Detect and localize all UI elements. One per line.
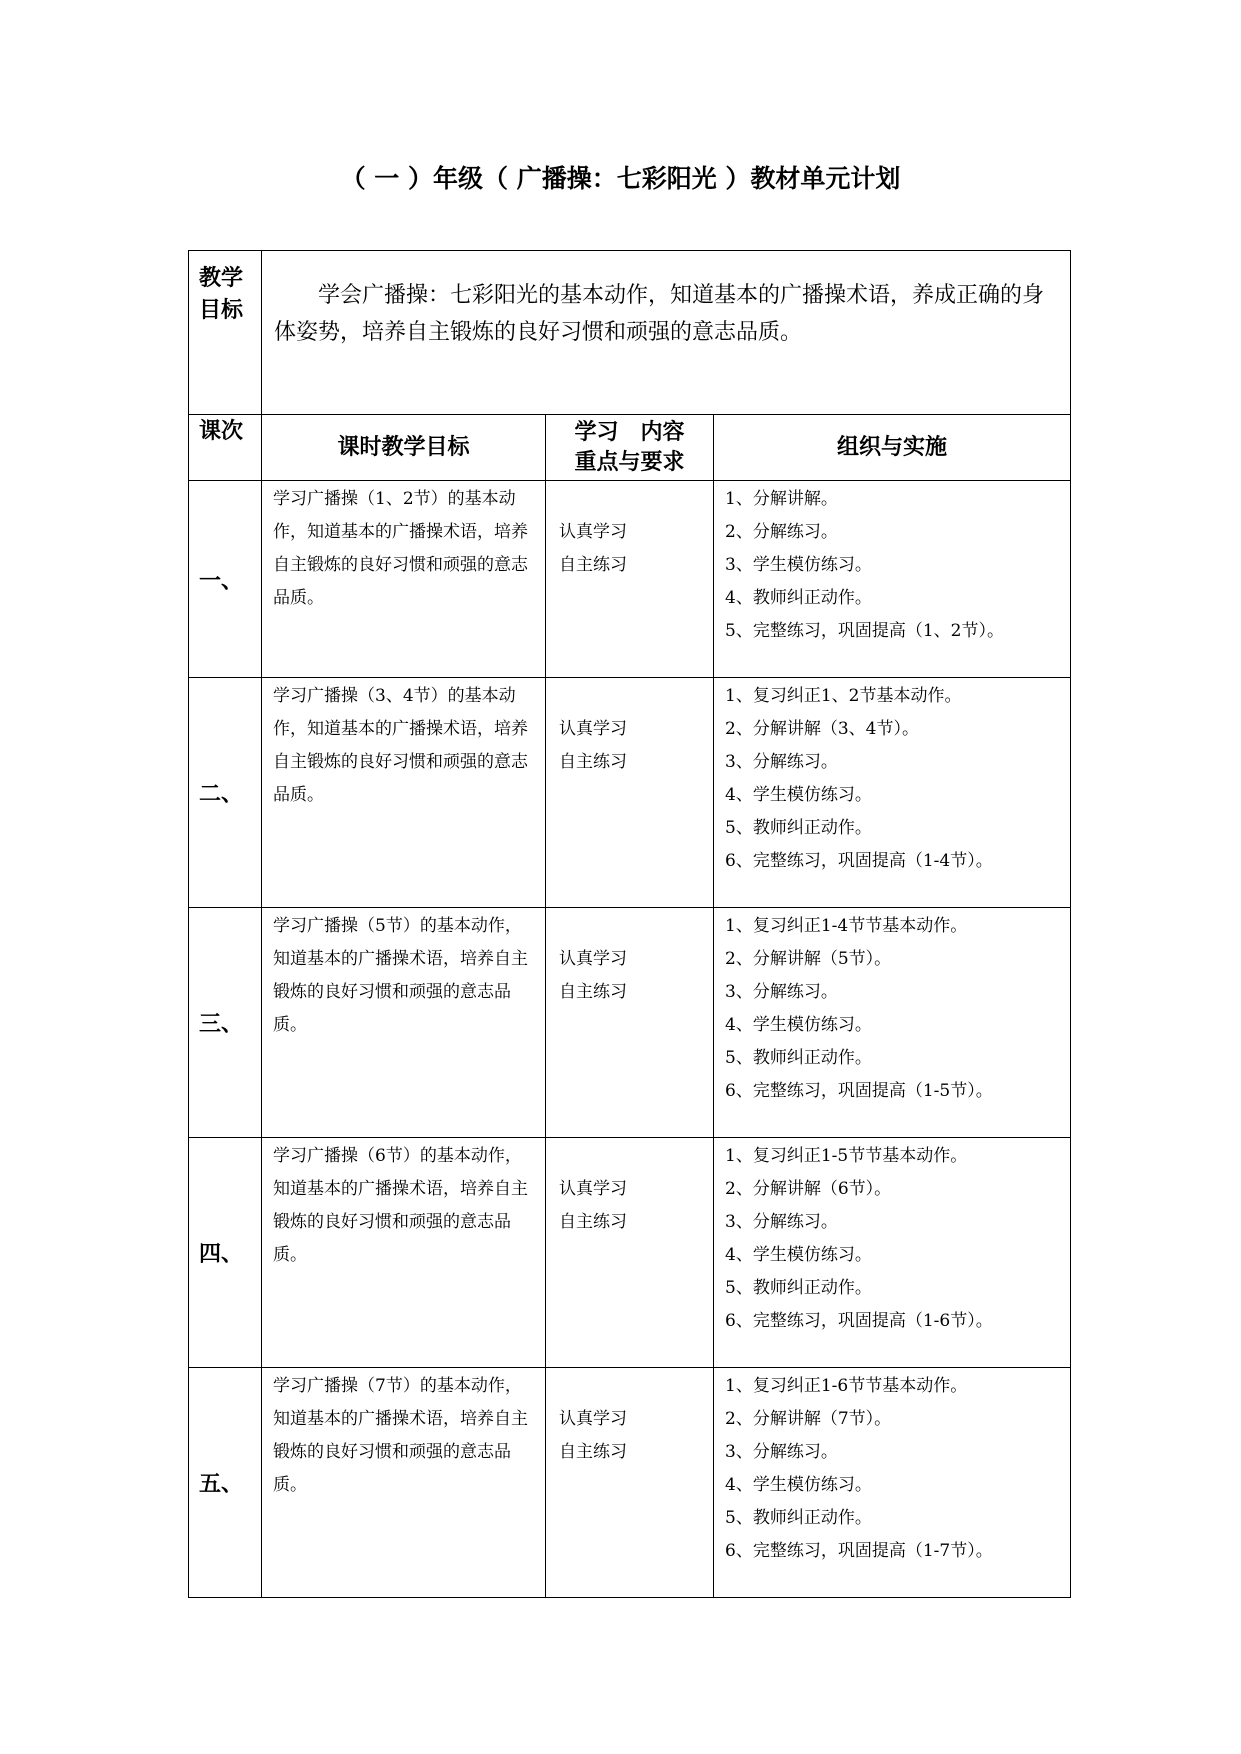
step-item: 3、分解练习。: [725, 1212, 838, 1232]
step-item: 3、分解练习。: [725, 982, 838, 1002]
lesson-number: 一、: [189, 481, 262, 678]
lesson-objective: 学习广播操（6节）的基本动作，知道基本的广播操术语，培养自主锻炼的良好习惯和顽强的意志品质。: [262, 1138, 546, 1368]
step-item: 2、分解练习。: [725, 522, 838, 542]
lesson-objective: 学习广播操（3、4节）的基本动作，知道基本的广播操术语，培养自主锻炼的良好习惯和顽强的意志品质。: [262, 678, 546, 908]
lesson-number: 五、: [189, 1368, 262, 1598]
page-title: （ 一 ）年级（ 广播操：七彩阳光 ）教材单元计划: [340, 164, 901, 193]
step-item: 4、学生模仿练习。: [725, 785, 872, 805]
step-item: 6、完整练习，巩固提高（1-4节）。: [725, 851, 993, 871]
lesson-row: [189, 1368, 1071, 1598]
content-item: 认真学习: [559, 719, 627, 739]
goal-label-cell: [189, 251, 262, 415]
lesson-content: [546, 1138, 714, 1368]
header-content-line: 学习 内容: [574, 419, 685, 445]
step-item: 4、学生模仿练习。: [725, 1475, 872, 1495]
step-item: 5、教师纠正动作。: [725, 818, 872, 838]
goal-row: [189, 251, 1071, 415]
content-item: 认真学习: [559, 1179, 627, 1199]
step-item: 1、复习纠正1-5节节基本动作。: [725, 1146, 968, 1166]
goal-label-line: 教学: [199, 266, 244, 291]
lesson-steps: [714, 1138, 1071, 1368]
step-item: 2、分解讲解（7节）。: [725, 1409, 892, 1429]
lesson-row: [189, 678, 1071, 908]
step-item: 5、教师纠正动作。: [725, 1048, 872, 1068]
lesson-steps: [714, 481, 1071, 678]
goal-text: 学会广播操：七彩阳光的基本动作，知道基本的广播操术语，养成正确的身体姿势，培养自主锻炼的良好习惯和顽强的意志品质。: [262, 251, 1071, 415]
step-item: 6、完整练习，巩固提高（1-7节）。: [725, 1541, 993, 1561]
header-row: [189, 415, 1071, 481]
lesson-steps: [714, 908, 1071, 1138]
step-item: 1、分解讲解。: [725, 489, 838, 509]
lesson-content: [546, 678, 714, 908]
step-item: 1、复习纠正1、2节基本动作。: [725, 686, 962, 706]
header-objective: 课时教学目标: [262, 415, 546, 481]
content-item: 自主练习: [559, 1212, 627, 1232]
step-item: 3、学生模仿练习。: [725, 555, 872, 575]
step-item: 4、教师纠正动作。: [725, 588, 872, 608]
step-item: 3、分解练习。: [725, 752, 838, 772]
header-content: [546, 415, 714, 481]
content-item: 认真学习: [559, 1409, 627, 1429]
lesson-objective: 学习广播操（1、2节）的基本动作，知道基本的广播操术语，培养自主锻炼的良好习惯和顽强的意志品质。: [262, 481, 546, 678]
lesson-row: [189, 481, 1071, 678]
lesson-number: 三、: [189, 908, 262, 1138]
lesson-number: 四、: [189, 1138, 262, 1368]
lesson-objective: 学习广播操（5节）的基本动作，知道基本的广播操术语，培养自主锻炼的良好习惯和顽强的意志品质。: [262, 908, 546, 1138]
content-item: 认真学习: [559, 949, 627, 969]
content-item: 自主练习: [559, 1442, 627, 1462]
step-item: 3、分解练习。: [725, 1442, 838, 1462]
lesson-content: [546, 908, 714, 1138]
lesson-objective: 学习广播操（7节）的基本动作，知道基本的广播操术语，培养自主锻炼的良好习惯和顽强的意志品质。: [262, 1368, 546, 1598]
header-lesson: 课次: [189, 415, 262, 481]
step-item: 5、完整练习，巩固提高（1、2节）。: [725, 621, 1004, 641]
lesson-number: 二、: [189, 678, 262, 908]
step-item: 2、分解讲解（3、4节）。: [725, 719, 919, 739]
step-item: 1、复习纠正1-6节节基本动作。: [725, 1376, 968, 1396]
lesson-row: [189, 1138, 1071, 1368]
goal-label-line: 目标: [199, 298, 244, 323]
step-item: 2、分解讲解（5节）。: [725, 949, 892, 969]
lesson-content: [546, 481, 714, 678]
step-item: 2、分解讲解（6节）。: [725, 1179, 892, 1199]
step-item: 4、学生模仿练习。: [725, 1015, 872, 1035]
content-item: 自主练习: [559, 752, 627, 772]
lesson-content: [546, 1368, 714, 1598]
step-item: 6、完整练习，巩固提高（1-5节）。: [725, 1081, 993, 1101]
content-item: 认真学习: [559, 522, 627, 542]
lesson-steps: [714, 678, 1071, 908]
step-item: 5、教师纠正动作。: [725, 1508, 872, 1528]
content-item: 自主练习: [559, 555, 627, 575]
step-item: 6、完整练习，巩固提高（1-6节）。: [725, 1311, 993, 1331]
step-item: 1、复习纠正1-4节节基本动作。: [725, 916, 968, 936]
lesson-row: [189, 908, 1071, 1138]
header-organization: 组织与实施: [714, 415, 1071, 481]
header-content-line: 重点与要求: [574, 449, 685, 475]
unit-plan-table: [188, 250, 1071, 1598]
step-item: 5、教师纠正动作。: [725, 1278, 872, 1298]
step-item: 4、学生模仿练习。: [725, 1245, 872, 1265]
lesson-steps: [714, 1368, 1071, 1598]
content-item: 自主练习: [559, 982, 627, 1002]
